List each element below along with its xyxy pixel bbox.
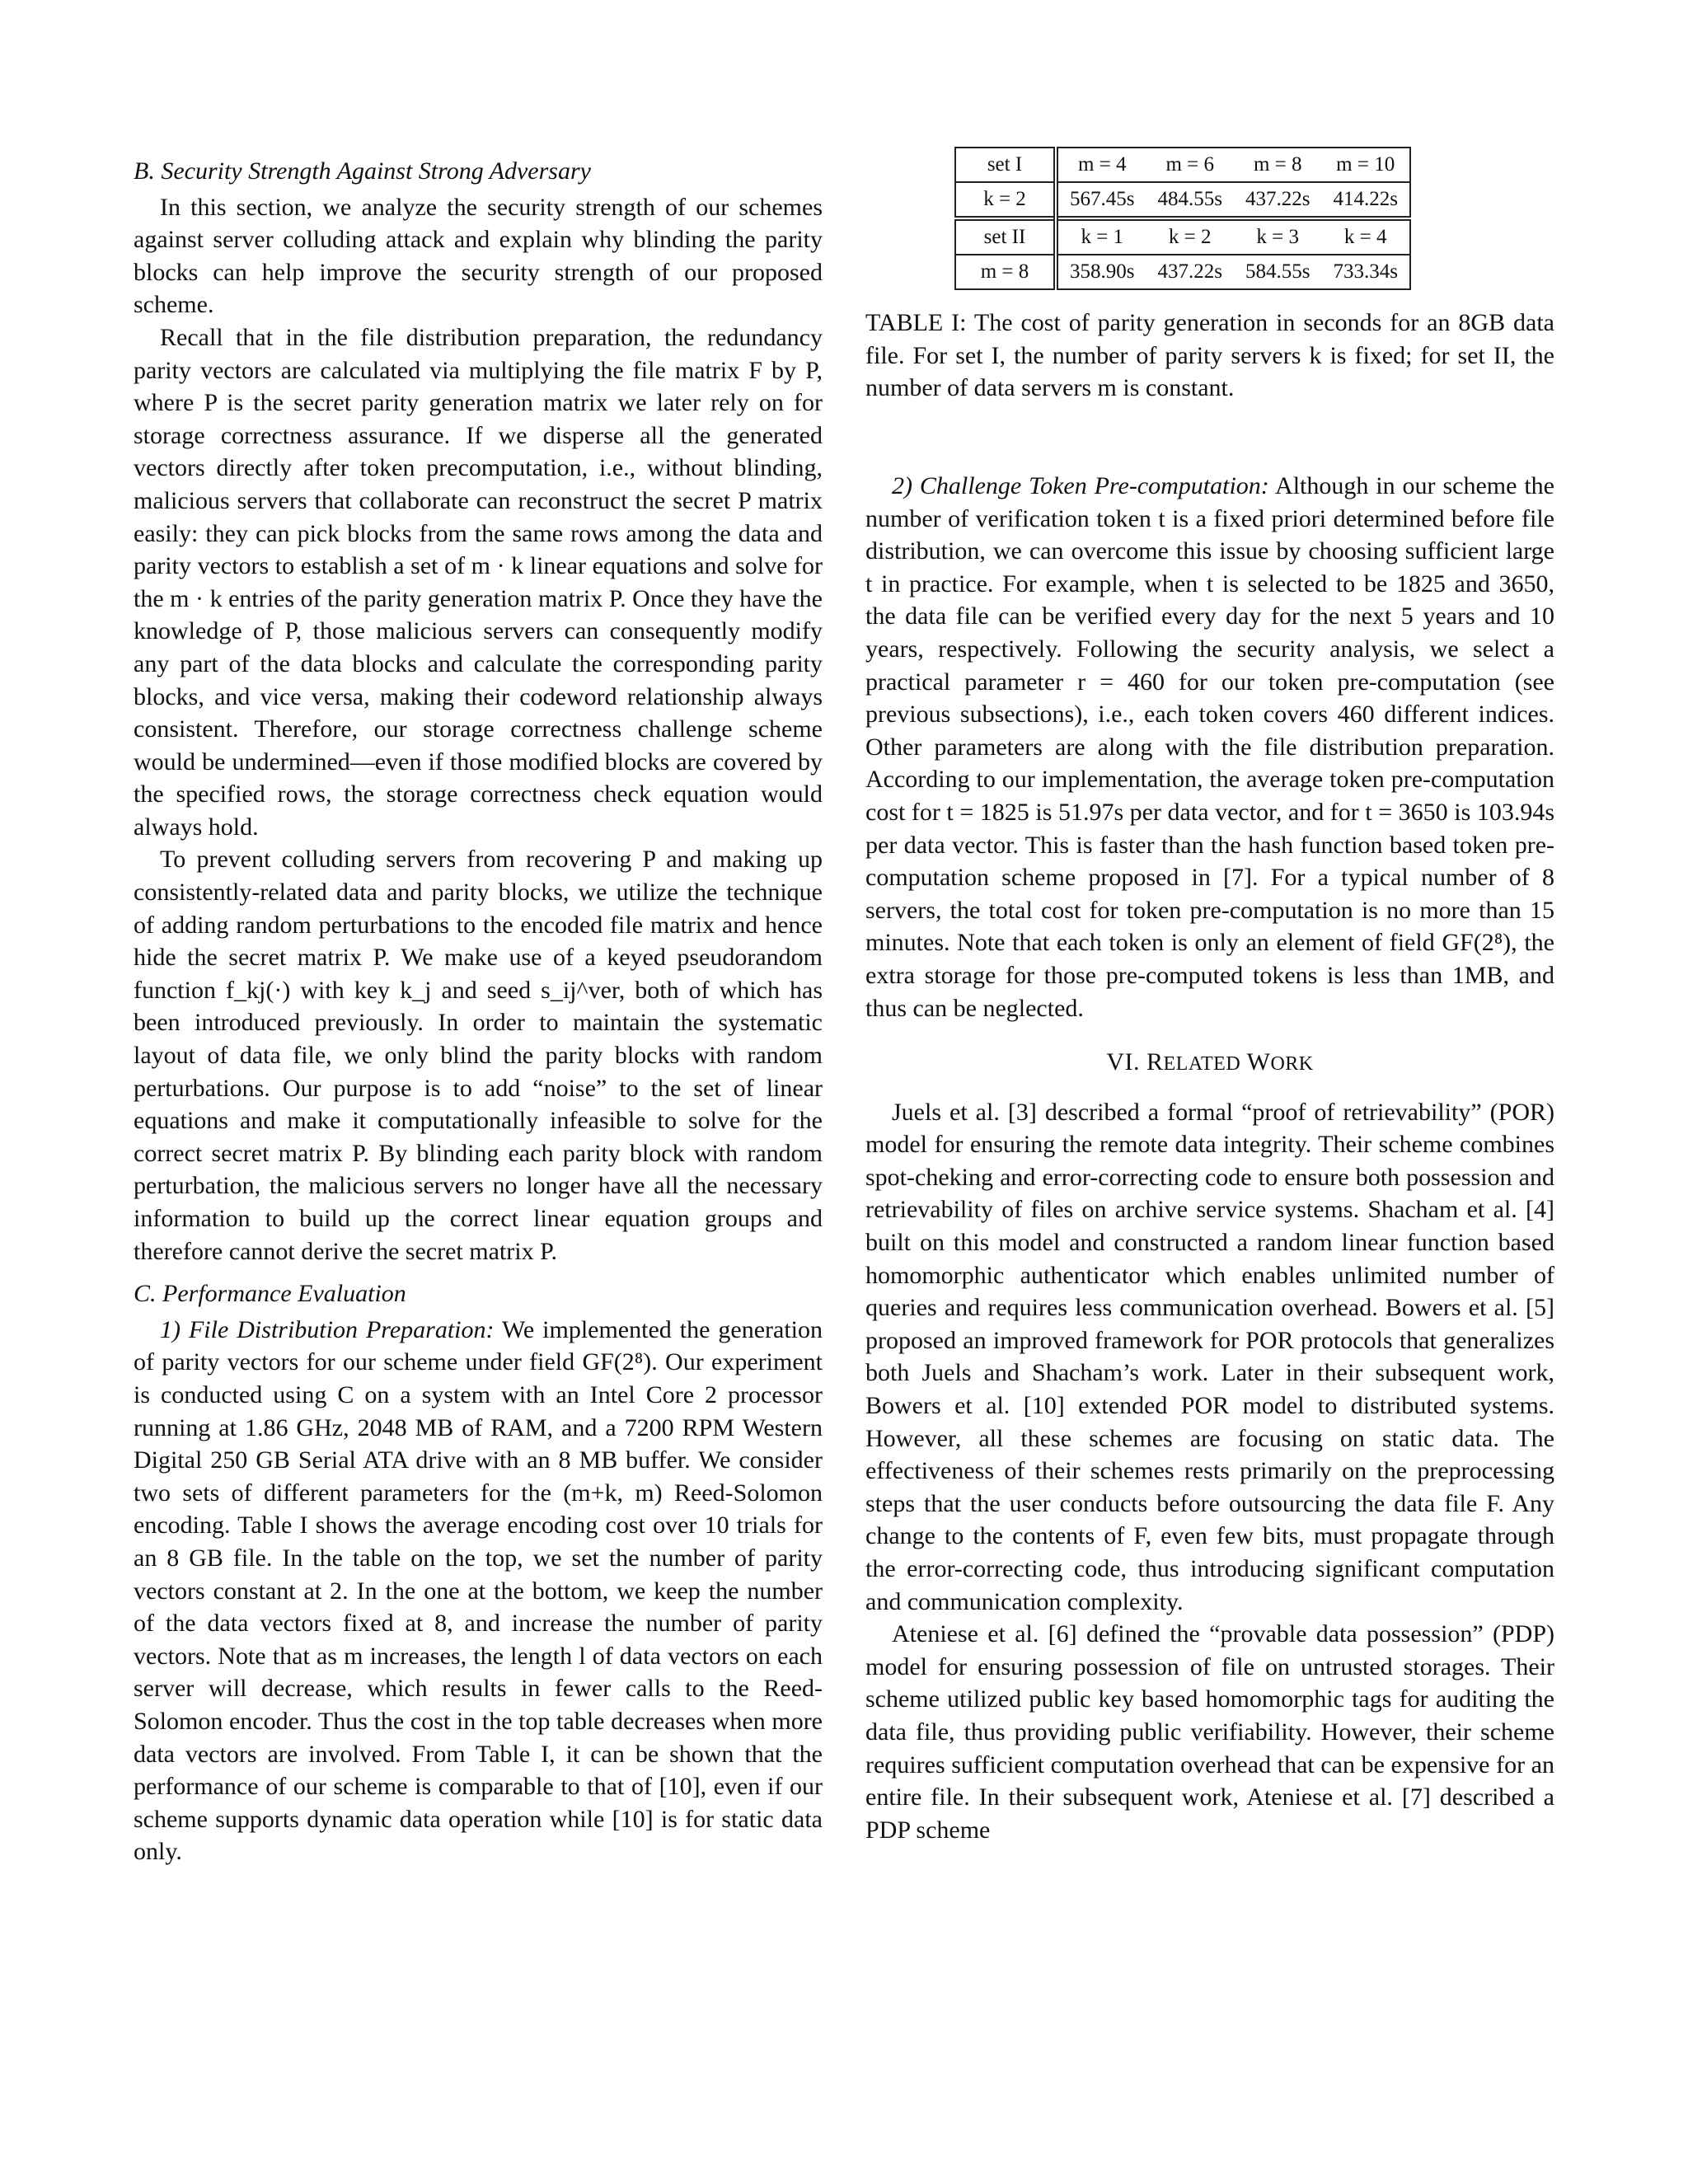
table-cell: set I [955, 148, 1056, 182]
paragraph: Recall that in the file distribution preparation, the redundancy parity vectors are calculated via multiplying the file matrix F by P, where P is the secret parity generation matrix we later rely on for storage correctness assurance. If we disperse all the generated vectors directly after token precomputation, i.e., without blinding, malicious servers that collaborate can reconstruct the secret P matrix easily: they can pick blocks from the same rows among the data and parity vectors to establish a set of m · k linear equations and solve for the m · k entries of the parity generation matrix P. Once they have the knowledge of P, those malicious servers can consequently modify any part of the data blocks and calculate the corresponding parity blocks, and vice versa, making their codeword relationship always consistent. Therefore, our storage correctness challenge scheme would be undermined—even if those modified blocks are covered by the specified rows, the storage correctness check equation would always hold. [134, 323, 823, 841]
section-title-smallcaps: ORK [1270, 1053, 1314, 1076]
table-cell: k = 2 [1146, 218, 1233, 255]
table-cell: 567.45s [1056, 182, 1146, 218]
section-number: VI. [1106, 1048, 1140, 1076]
paragraph [134, 1314, 823, 1868]
table-cell: 437.22s [1234, 182, 1321, 218]
left-column [134, 155, 823, 1868]
paragraph-body: Although in our scheme the number of verification token t is a fixed priori determined before file distribution, we can overcome this issue by choosing sufficient large t in practice. For example, when t is selected to be 1825 and 3650, the data file can be verified every day for the next 5 years and 10 years, respectively. Following the security analysis, we select a practical parameter r = 460 for our token pre-computation (see previous subsections), i.e., each token covers 460 different indices. Other parameters are along with the file distribution preparation. According to our implementation, the average token pre-computation cost for t = 1825 is 51.97s per data vector, and for t = 3650 is 103.94s per data vector. This is faster than the hash function based token pre-computation scheme proposed in [7]. For a typical number of 8 servers, the total cost for token pre-computation is no more than 15 minutes. Note that each token is only an element of field GF(2⁸), the extra storage for those pre-computed tokens is less than 1MB, and thus can be neglected. [865, 472, 1554, 1022]
table-row [955, 218, 1410, 255]
paragraph-heading: 1) File Distribution Preparation: [160, 1315, 495, 1343]
table-cell: 437.22s [1146, 255, 1233, 289]
table-cell: m = 8 [955, 255, 1056, 289]
paragraph: To prevent colluding servers from recovering P and making up consistently-related data and parity blocks, we utilize the technique of adding random perturbations to the encoded file matrix and hence hide the secret matrix P. We make use of a keyed pseudorandom function f_kj(·) with key k_j and seed s_ij^ver, both of which has been introduced previously. In order to maintain the systematic layout of data file, we only blind the parity blocks with random perturbations. Our purpose is to add “noise” to the set of linear equations and make it computationally infeasible to solve for the correct secret matrix P. By blinding each parity block with random perturbation, the malicious servers no longer have all the necessary information to build up the correct linear equation groups and therefore cannot derive the secret matrix P. [134, 846, 823, 1265]
paragraph: Ateniese et al. [6] defined the “provable data possession” (PDP) model for ensuring possession of file on untrusted storages. Their scheme utilized public key based homomorphic tags for auditing the data file, thus providing public verifiability. However, their scheme requires sufficient computation overhead that can be expensive for an entire file. In their subsequent work, Ateniese et al. [7] described a PDP scheme [865, 1620, 1554, 1844]
table-cell: k = 4 [1321, 218, 1409, 255]
table-row [955, 255, 1410, 289]
table-cell: m = 4 [1056, 148, 1146, 182]
table-cell: 484.55s [1146, 182, 1233, 218]
table-cell: set II [955, 218, 1056, 255]
paragraph [865, 470, 1554, 1024]
table-cell: 358.90s [1056, 255, 1146, 289]
table-caption: TABLE I: The cost of parity generation in seconds for an 8GB data file. For set I, the number of parity servers k is fixed; for set II, the number of data servers m is constant. [865, 309, 1554, 402]
section-title-letter: W [1246, 1048, 1271, 1076]
table-cell: m = 8 [1234, 148, 1321, 182]
section-title-smallcaps: ELATED [1163, 1053, 1241, 1076]
table-row [955, 148, 1410, 182]
table-cell: m = 6 [1146, 148, 1233, 182]
subsection-b-title: B. Security Strength Against Strong Adversary [134, 157, 591, 185]
subsection-c-title: C. Performance Evaluation [134, 1280, 406, 1308]
table-cell: k = 1 [1056, 218, 1146, 255]
paragraph-heading: 2) Challenge Token Pre-computation: [892, 472, 1269, 499]
paragraph: In this section, we analyze the security strength of our schemes against server colluding attack and explain why blinding the parity blocks can help improve the security strength of our proposed scheme. [134, 193, 823, 319]
table-cell: k = 2 [955, 182, 1056, 218]
section-title [865, 1046, 1554, 1081]
table-1 [954, 147, 1411, 290]
table-cell: 584.55s [1234, 255, 1321, 289]
table-row [955, 182, 1410, 218]
table-cell: 733.34s [1321, 255, 1409, 289]
table-cell: m = 10 [1321, 148, 1409, 182]
right-column [865, 470, 1554, 1846]
paragraph-body: We implemented the generation of parity vectors for our scheme under field GF(2⁸). Our experiment is conducted using C on a system with an Intel Core 2 processor running at 1.86 GHz, 2048 MB of RAM, and a 7200 RPM Western Digital 250 GB Serial ATA drive with an 8 MB buffer. We consider two sets of different parameters for the (m+k, m) Reed-Solomon encoding. Table I shows the average encoding cost over 10 trials for an 8 GB file. In the table on the top, we set the number of parity vectors constant at 2. In the one at the bottom, we keep the number of the data vectors fixed at 8, and increase the number of parity vectors. Note that as m increases, the length l of data vectors on each server will decrease, which results in fewer calls to the Reed-Solomon encoder. Thus the cost in the top table decreases when more data vectors are involved. From Table I, it can be shown that the performance of our scheme is comparable to that of [10], even if our scheme supports dynamic data operation while [10] is for static data only. [134, 1315, 823, 1866]
section-title-letter: R [1146, 1048, 1164, 1076]
paragraph: Juels et al. [3] described a formal “proof of retrievability” (POR) model for ensuring the remote data integrity. Their scheme combines spot-cheking and error-correcting code to ensure both possession and retrievability of files on archive service systems. Shacham et al. [4] built on this model and constructed a random linear function based homomorphic authenticator which enables unlimited number of queries and requires less communication overhead. Bowers et al. [5] proposed an improved framework for POR protocols that generalizes both Juels and Shacham’s work. Later in their subsequent work, Bowers et al. [10] extended POR model to distributed systems. However, all these schemes are focusing on static data. The effectiveness of their schemes rests primarily on the preprocessing steps that the user conducts before outsourcing the data file F. Any change to the contents of F, even few bits, must propagate through the error-correcting code, thus introducing significant computation and communication complexity. [865, 1098, 1554, 1615]
table-cell: k = 3 [1234, 218, 1321, 255]
table-cell: 414.22s [1321, 182, 1409, 218]
